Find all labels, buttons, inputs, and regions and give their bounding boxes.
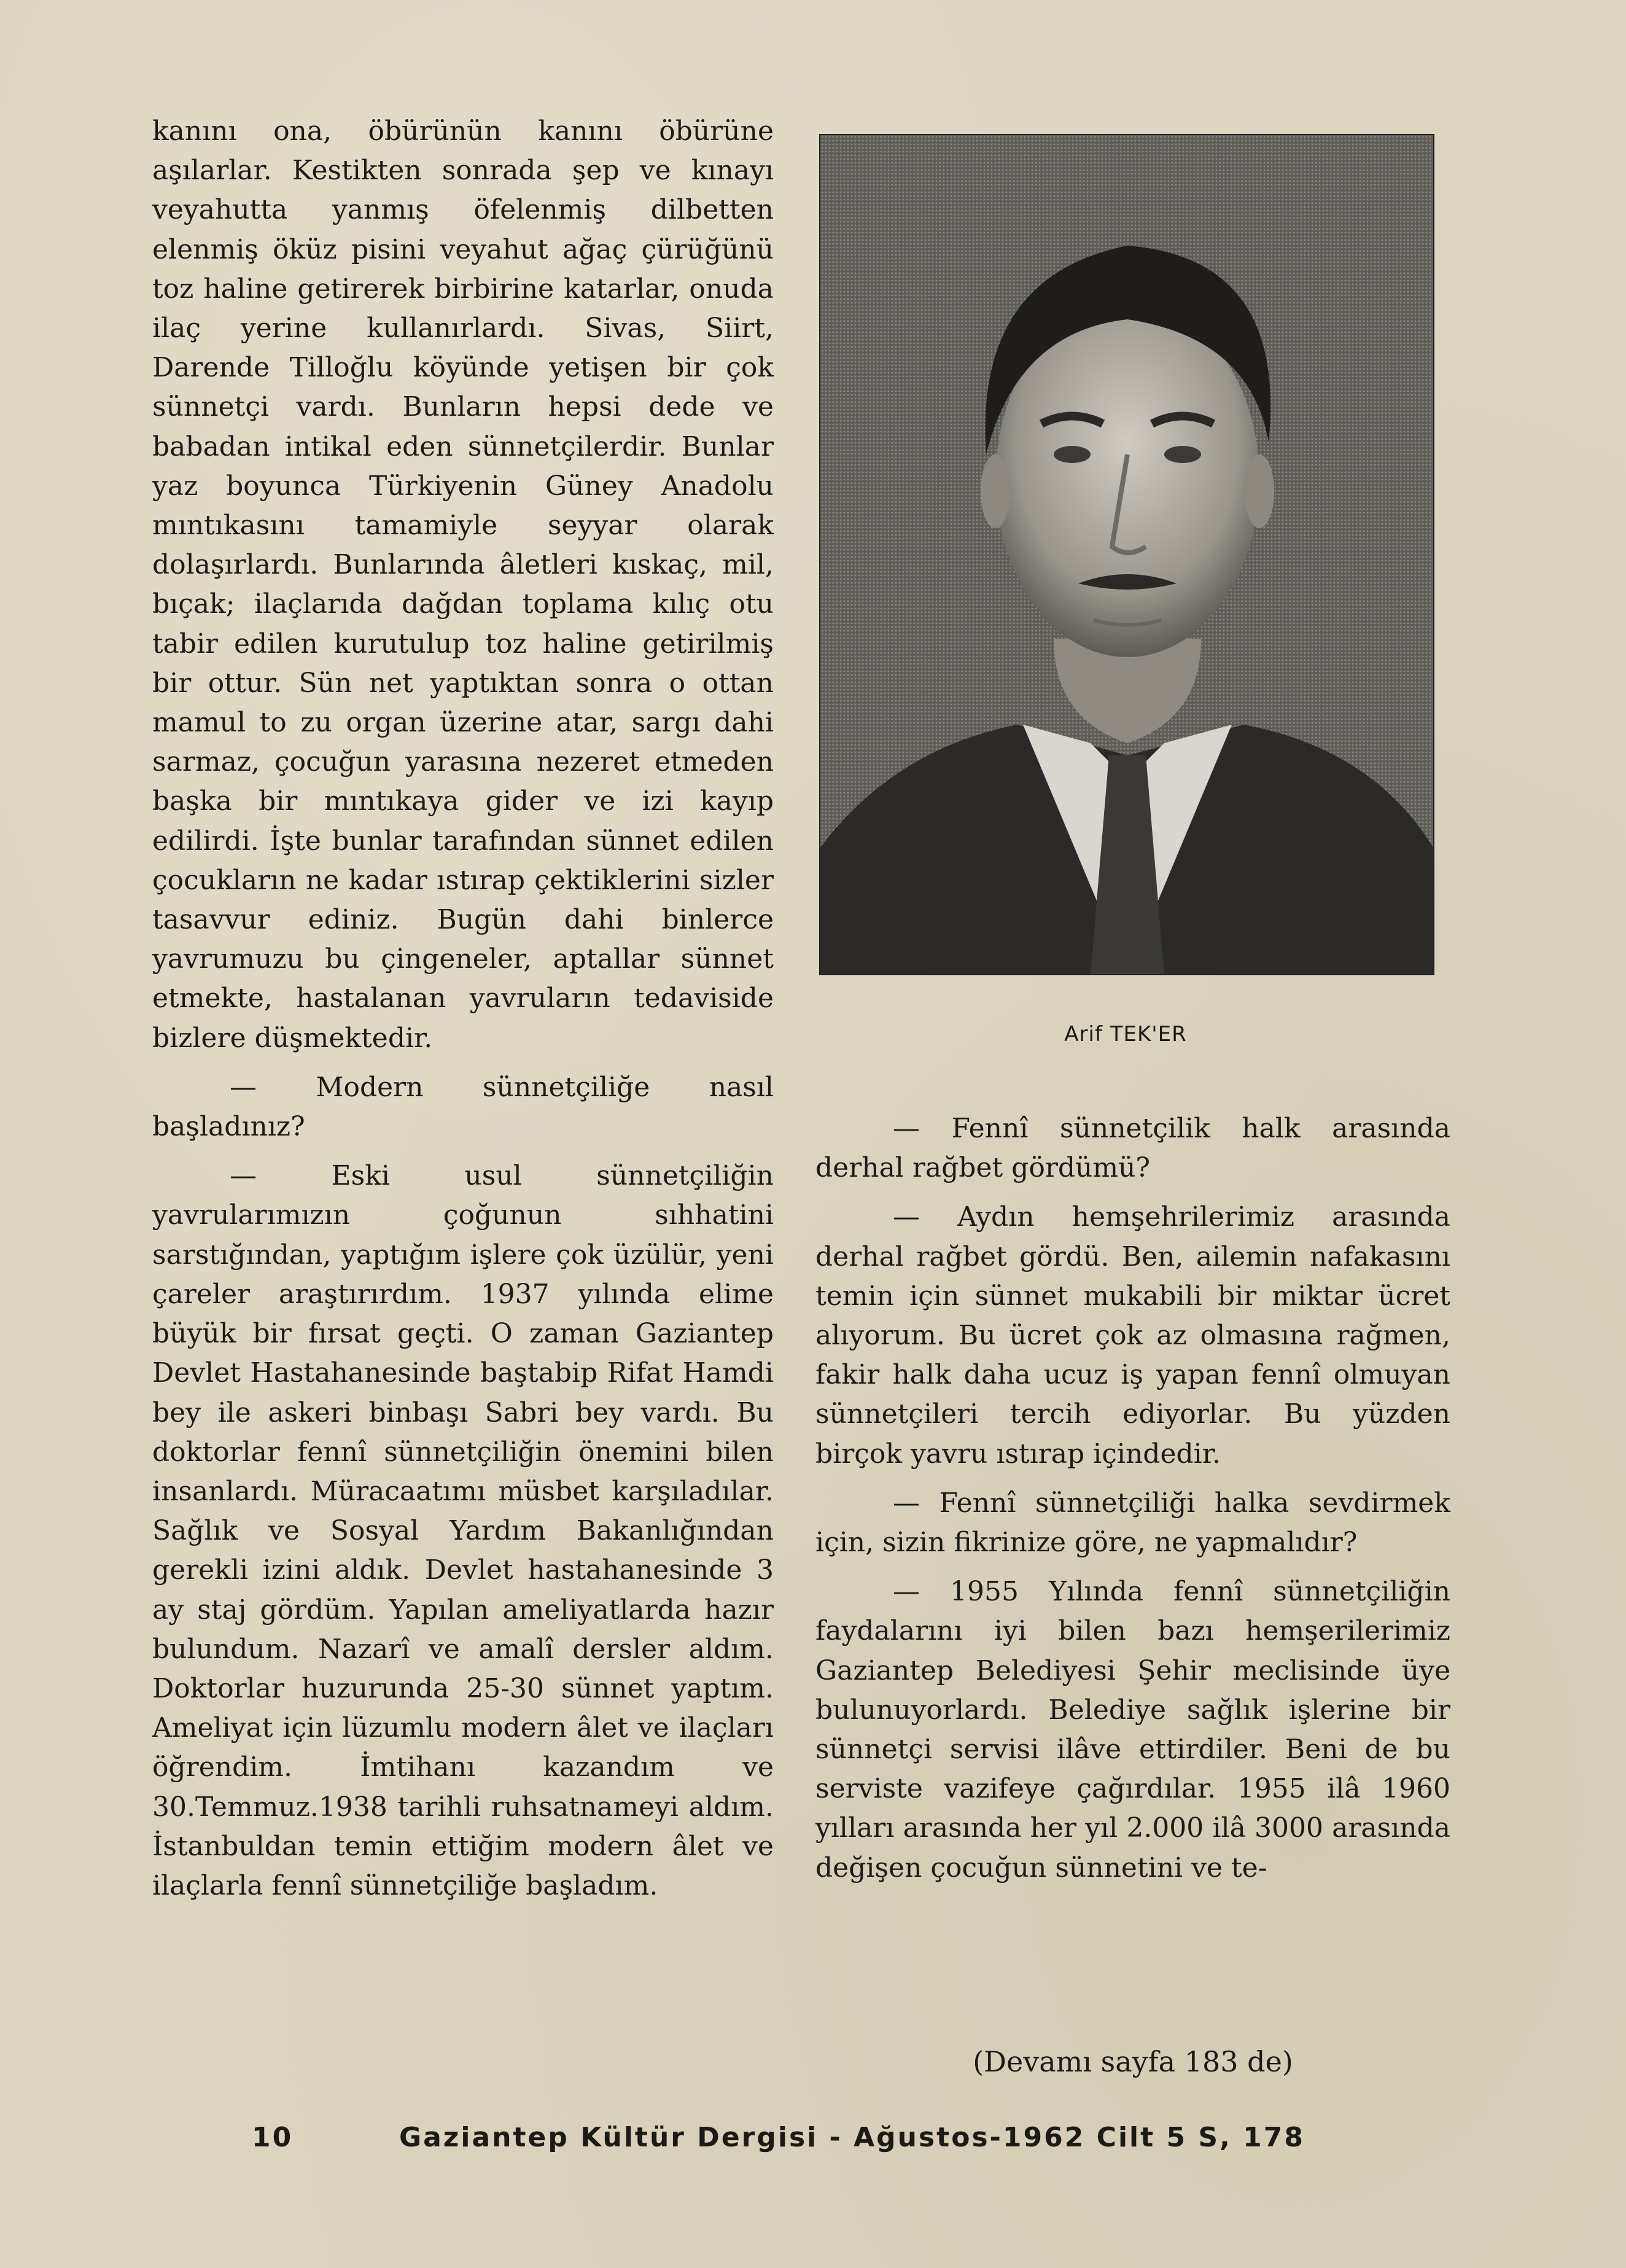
right-column: [815, 1099, 1450, 1888]
page-number: 10: [252, 2122, 294, 2153]
left-column: [152, 112, 774, 1906]
page-footer: [239, 2122, 1468, 2159]
photo-caption: Arif TEK'ER: [1064, 1022, 1187, 1046]
continued-note: (Devamı sayfa 183 de): [973, 2045, 1293, 2078]
question-1: — Modern sünnetçiliğe nasıl başladınız?: [152, 1071, 774, 1143]
question-3: — Fennî sünnetçiliği halka sevdirmek için, sizin fikrinize göre, ne yapmalıdır?: [815, 1487, 1450, 1559]
answer-2: — Aydın hemşehrilerimiz arasında derhal rağbet gördü. Ben, ailemin nafakasını temin için sünnet mukabili bir miktar ücret alıyorum. Bu ücret çok az olmasına rağmen, fakir halk daha ucuz iş yapan fennî olmuyan sünnetçileri tercih ediyorlar. Bu yüzden birçok yavru ıstırap içindedir.: [815, 1201, 1450, 1470]
journal-info: Gaziantep Kültür Dergisi - Ağustos-1962 Cilt 5 S, 178: [399, 2122, 1305, 2153]
question-2: — Fennî sünnetçilik halk arasında derhal rağbet gördümü?: [815, 1113, 1450, 1184]
paragraph-intro: kanını ona, öbürünün kanını öbürüne aşılarlar. Kestikten sonrada şep ve kınayı veyahutta yanmış öfelenmiş dilbetten elenmiş öküz pisini veyahut ağaç çürüğünü toz haline getirerek birbirine katarlar, onuda ilaç yerine kullanırlardı. Sivas, Siirt, Darende Tilloğlu köyünde yetişen bir çok sünnetçi vardı. Bunların hepsi dede ve babadan intikal eden sünnetçilerdir. Bunlar yaz boyunca Türkiyenin Güney Anadolu mıntıkasını tamamiyle seyyar olarak dolaşırlardı. Bunlarında âletleri kıskaç, mil, bıçak; ilaçlarıda dağdan toplama kılıç otu tabir edilen kurutulup toz haline getirilmiş bir ottur. Sün net yaptıktan sonra o ottan mamul to zu organ üzerine atar, sargı dahi sarmaz, çocuğun yarasına nezeret etmeden başka bir mıntıkaya gider ve izi kayıp edilirdi. İşte bunlar tarafından sünnet edilen çocukların ne kadar ıstırap çektiklerini sizler tasavvur ediniz. Bugün dahi binlerce yavrumuzu bu çingeneler, aptallar sünnet etmekte, hastalanan yavruların tedaviside bizlere düşmektedir.: [152, 115, 774, 1054]
portrait-photo: [819, 134, 1434, 975]
answer-1: — Eski usul sünnetçiliğin yavrularımızın çoğunun sıhhatini sarstığından, yaptığım işlere çok üzülür, yeni çareler araştırırdım. 1937 yılında elime büyük bir fırsat geçti. O zaman Gaziantep Devlet Hastahanesinde baştabip Rifat Hamdi bey ile askeri binbaşı Sabri bey vardı. Bu doktorlar fennî sünnetçiliğin önemini bilen insanlardı. Müracaatımı müsbet karşıladılar. Sağlık ve Sosyal Yardım Bakanlığından gerekli izini aldık. Devlet hastahanesinde 3 ay staj gördüm. Yapılan ameliyatlarda hazır bulundum. Nazarî ve amalî dersler aldım. Doktorlar huzurunda 25-30 sünnet yaptım. Ameliyat için lüzumlu modern âlet ve ilaçları öğrendim. İmtihanı kazandım ve 30.Temmuz.1938 tarihli ruhsatnameyi aldım. İstanbuldan temin ettiğim modern âlet ve ilaçlarla fennî sünnetçiliğe başladım.: [152, 1160, 774, 1901]
answer-3: — 1955 Yılında fennî sünnetçiliğin faydalarını iyi bilen bazı hemşerilerimiz Gaziantep Belediyesi Şehir meclisinde üye bulunuyorlardı. Belediye sağlık işlerine bir sünnetçi servisi ilâve ettirdiler. Beni de bu serviste vazifeye çağırdılar. 1955 ilâ 1960 yılları arasında her yıl 2.000 ilâ 3000 arasında değişen çocuğun sünnetini ve te-: [815, 1576, 1450, 1884]
